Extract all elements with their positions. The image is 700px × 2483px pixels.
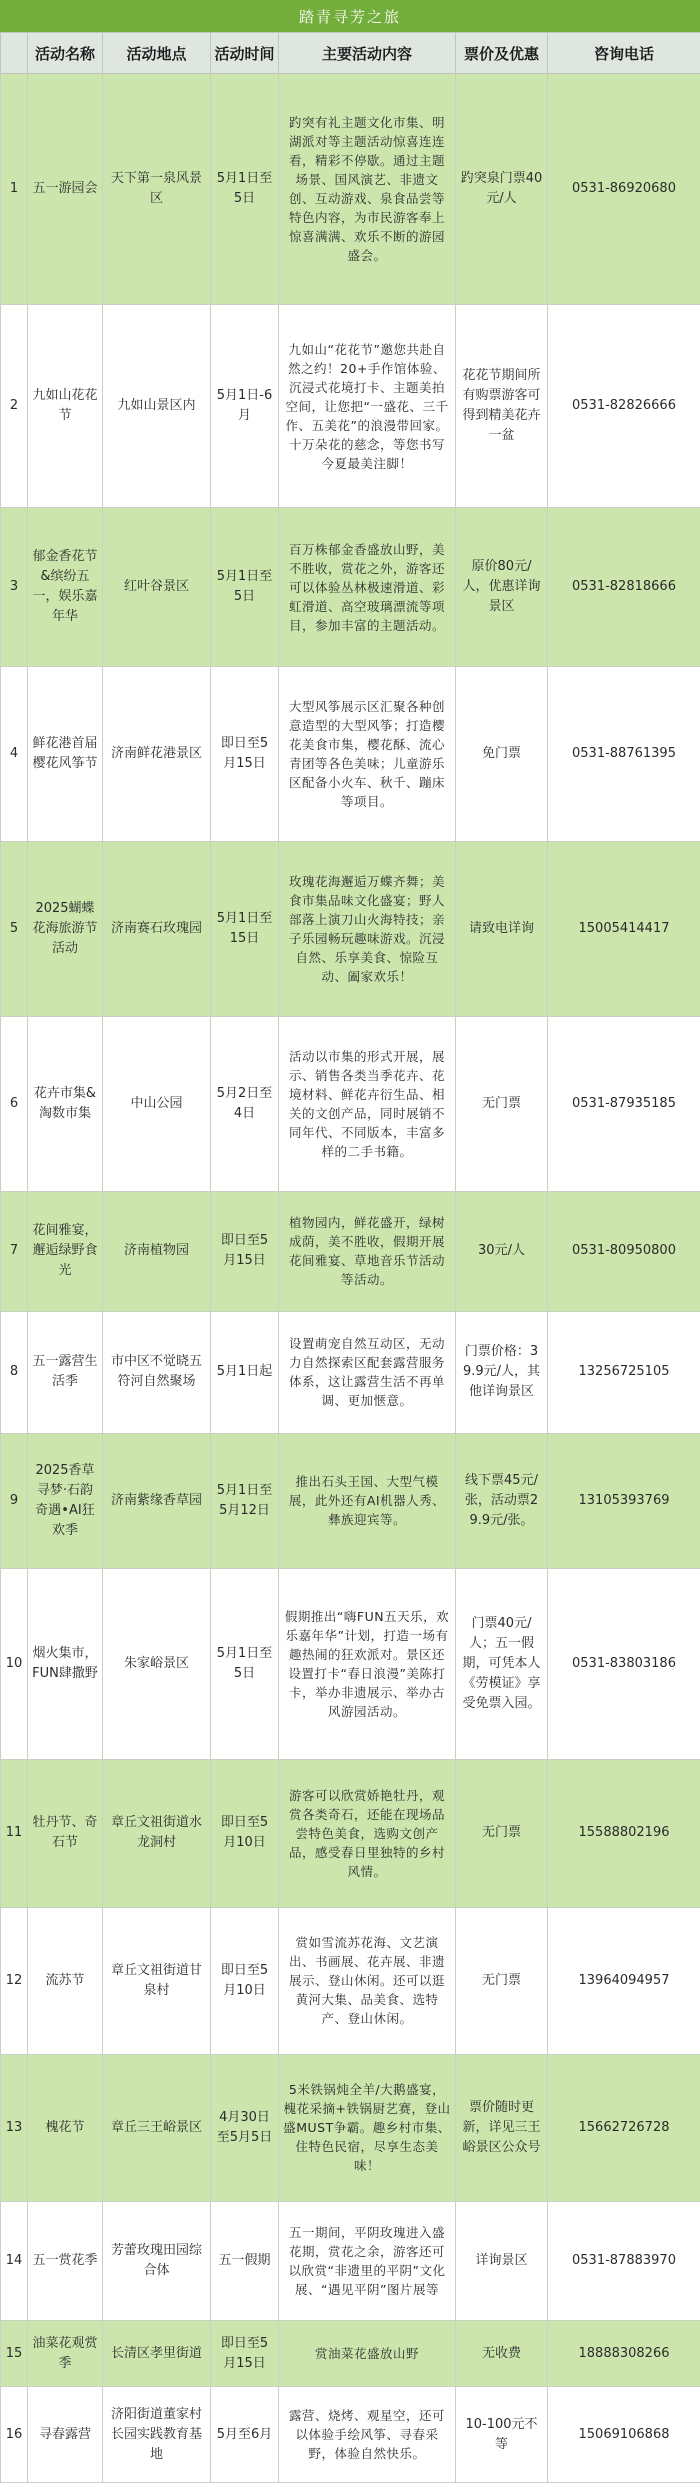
event-phone: 13105393769 [548,1433,700,1568]
event-name: 2025蝴蝶花海旅游节活动 [28,842,103,1017]
table-row [1,2201,700,2320]
event-time: 即日至5月15日 [211,2321,279,2387]
table-row [1,2321,700,2387]
event-phone: 15069106868 [548,2387,700,2483]
event-phone: 0531-86920680 [548,74,700,305]
row-index: 6 [1,1017,28,1192]
event-content: 游客可以欣赏娇艳牡丹，观赏各类奇石，还能在现场品尝特色美食，选购文创产品，感受春日里独特的乡村风情。 [279,1760,456,1907]
event-name: 槐花节 [28,2054,103,2201]
event-content: 玫瑰花海邂逅万蝶齐舞；美食市集品味文化盛宴；野人部落上演刀山火海特技；亲子乐园畅玩趣味游戏。沉浸自然、乐享美食、惊险互动、阖家欢乐！ [279,842,456,1017]
event-price: 无收费 [456,2321,548,2387]
event-price: 无门票 [456,1017,548,1192]
row-index: 9 [1,1433,28,1568]
event-location: 济南鲜花港景区 [103,667,211,842]
event-content: 设置萌宠自然互动区，无动力自然探索区配套露营服务体系，这让露营生活不再单调、更加惬意。 [279,1311,456,1433]
event-content: 推出石头王国、大型气模展，此外还有AI机器人秀、彝族迎宾等。 [279,1433,456,1568]
table-row [1,1017,700,1192]
table-row [1,305,700,508]
event-time: 五一假期 [211,2201,279,2320]
event-phone: 18888308266 [548,2321,700,2387]
event-location: 九如山景区内 [103,305,211,508]
row-index: 12 [1,1907,28,2054]
event-content: 假期推出“嗨FUN五天乐，欢乐嘉年华”计划，打造一场有趣热闹的狂欢派对。景区还设置打卡“春日浪漫”美陈打卡，举办非遗展示、举办古风游园活动。 [279,1569,456,1760]
event-time: 4月30日至5月5日 [211,2054,279,2201]
row-index: 2 [1,305,28,508]
row-index: 16 [1,2387,28,2483]
event-name: 2025香草寻梦·石韵奇遇•AI狂欢季 [28,1433,103,1568]
event-location: 济南紫缘香草园 [103,1433,211,1568]
event-name: 烟火集市，FUN肆撒野 [28,1569,103,1760]
event-name: 牡丹节、奇石节 [28,1760,103,1907]
header-price: 票价及优惠 [456,33,548,74]
event-phone: 0531-82826666 [548,305,700,508]
event-name: 花卉市集&淘数市集 [28,1017,103,1192]
event-table [0,32,700,2483]
header-row [1,33,700,74]
table-row [1,2054,700,2201]
row-index: 3 [1,508,28,667]
row-index: 14 [1,2201,28,2320]
event-name: 五一游园会 [28,74,103,305]
event-location: 芳蕾玫瑰田园综合体 [103,2201,211,2320]
event-phone: 0531-82818666 [548,508,700,667]
event-price: 线下票45元/张，活动票29.9元/张。 [456,1433,548,1568]
table-row [1,1569,700,1760]
table-row [1,1192,700,1311]
event-phone: 15588802196 [548,1760,700,1907]
event-name: 五一赏花季 [28,2201,103,2320]
event-price: 无门票 [456,1760,548,1907]
header-time: 活动时间 [211,33,279,74]
event-phone: 0531-88761395 [548,667,700,842]
event-time: 即日至5月10日 [211,1907,279,2054]
event-content: 活动以市集的形式开展，展示、销售各类当季花卉、花境材料、鲜花卉衍生品、相关的文创产品，同时展销不同年代、不同版本，丰富多样的二手书籍。 [279,1017,456,1192]
event-content: 九如山“花花节”邀您共赴自然之约！20+手作馆体验、沉浸式花境打卡、主题美拍空间，让您把“一盛花、三千作、五美花”的浪漫带回家。十万朵花的慈念，等您书写今夏最美注脚！ [279,305,456,508]
event-phone: 0531-87883970 [548,2201,700,2320]
table-row [1,74,700,305]
table-title: 踏青寻芳之旅 [0,0,700,32]
event-price: 请致电详询 [456,842,548,1017]
event-content: 赏如雪流苏花海、文艺演出、书画展、花卉展、非遗展示、登山休闲。还可以逛黄河大集、品美食、选特产、登山休闲。 [279,1907,456,2054]
row-index: 15 [1,2321,28,2387]
table-row [1,1907,700,2054]
event-location: 天下第一泉风景区 [103,74,211,305]
event-time: 5月1日至5日 [211,1569,279,1760]
event-time: 5月1日-6月 [211,305,279,508]
event-phone: 13964094957 [548,1907,700,2054]
event-location: 章丘文祖街道甘泉村 [103,1907,211,2054]
event-name: 郁金香花节&缤纷五一，娱乐嘉年华 [28,508,103,667]
event-price: 票价随时更新，详见三王峪景区公众号 [456,2054,548,2201]
row-index: 1 [1,74,28,305]
row-index: 13 [1,2054,28,2201]
event-price: 30元/人 [456,1192,548,1311]
event-time: 5月至6月 [211,2387,279,2483]
event-name: 九如山花花节 [28,305,103,508]
event-price: 门票价格：39.9元/人，其他详询景区 [456,1311,548,1433]
event-content: 大型风筝展示区汇聚各种创意造型的大型风筝；打造樱花美食市集，樱花酥、流心青团等各色美味；儿童游乐区配备小火车、秋千、蹦床等项目。 [279,667,456,842]
table-row [1,2387,700,2483]
table-row [1,667,700,842]
event-price: 无门票 [456,1907,548,2054]
table-row [1,508,700,667]
event-phone: 0531-87935185 [548,1017,700,1192]
event-time: 5月1日起 [211,1311,279,1433]
row-index: 5 [1,842,28,1017]
event-name: 寻春露营 [28,2387,103,2483]
event-location: 济南赛石玫瑰园 [103,842,211,1017]
event-price: 趵突泉门票40元/人 [456,74,548,305]
event-content: 百万株郁金香盛放山野，美不胜收，赏花之外，游客还可以体验丛林极速滑道、彩虹滑道、高空玻璃漂流等项目，参加丰富的主题活动。 [279,508,456,667]
row-index: 4 [1,667,28,842]
event-content: 露营、烧烤、观星空，还可以体验手绘风筝、寻春采野，体验自然快乐。 [279,2387,456,2483]
event-price: 门票40元/人；五一假期，可凭本人《劳模证》享受免票入园。 [456,1569,548,1760]
event-time: 5月1日至5日 [211,508,279,667]
header-content: 主要活动内容 [279,33,456,74]
event-content: 五一期间，平阴玫瑰进入盛花期，赏花之余，游客还可以欣赏“非遗里的平阴”文化展、“遇见平阴”图片展等 [279,2201,456,2320]
event-name: 五一露营生活季 [28,1311,103,1433]
event-name: 鲜花港首届樱花风筝节 [28,667,103,842]
event-content: 5米铁锅炖全羊/大鹅盛宴，槐花采摘+铁锅厨艺赛，登山盛MUST争霸。趣乡村市集、住特色民宿，尽享生态美味！ [279,2054,456,2201]
event-price: 原价80元/人，优惠详询景区 [456,508,548,667]
event-name: 花间雅宴，邂逅绿野食光 [28,1192,103,1311]
event-location: 章丘文祖街道水龙洞村 [103,1760,211,1907]
row-index: 8 [1,1311,28,1433]
row-index: 10 [1,1569,28,1760]
header-location: 活动地点 [103,33,211,74]
event-location: 红叶谷景区 [103,508,211,667]
event-name: 油菜花观赏季 [28,2321,103,2387]
event-phone: 15005414417 [548,842,700,1017]
event-location: 长清区孝里街道 [103,2321,211,2387]
event-time: 即日至5月15日 [211,1192,279,1311]
header-name: 活动名称 [28,33,103,74]
event-location: 章丘三王峪景区 [103,2054,211,2201]
event-location: 济阳街道董家村长园实践教育基地 [103,2387,211,2483]
event-location: 市中区不觉晓五符河自然聚场 [103,1311,211,1433]
event-phone: 13256725105 [548,1311,700,1433]
header-phone: 咨询电话 [548,33,700,74]
event-content: 趵突有礼主题文化市集、明湖派对等主题活动惊喜连连看，精彩不停歇。通过主题场景、国风演艺、非遗文创、互动游戏、泉食品尝等特色内容，为市民游客奉上惊喜满满、欢乐不断的游园盛会。 [279,74,456,305]
event-price: 免门票 [456,667,548,842]
event-phone: 15662726728 [548,2054,700,2201]
event-time: 5月2日至4日 [211,1017,279,1192]
row-index: 11 [1,1760,28,1907]
event-time: 即日至5月15日 [211,667,279,842]
event-price: 花花节期间所有购票游客可得到精美花卉一盆 [456,305,548,508]
table-row [1,842,700,1017]
event-price: 10-100元不等 [456,2387,548,2483]
row-index: 7 [1,1192,28,1311]
event-time: 5月1日至15日 [211,842,279,1017]
event-phone: 0531-80950800 [548,1192,700,1311]
event-price: 详询景区 [456,2201,548,2320]
table-row [1,1433,700,1568]
event-time: 5月1日至5日 [211,74,279,305]
event-time: 即日至5月10日 [211,1760,279,1907]
event-content: 植物园内，鲜花盛开，绿树成荫，美不胜收，假期开展花间雅宴、草地音乐节活动等活动。 [279,1192,456,1311]
event-content: 赏油菜花盛放山野 [279,2321,456,2387]
event-location: 朱家峪景区 [103,1569,211,1760]
event-location: 中山公园 [103,1017,211,1192]
header-index [1,33,28,74]
event-time: 5月1日至5月12日 [211,1433,279,1568]
event-phone: 0531-83803186 [548,1569,700,1760]
table-row [1,1311,700,1433]
event-location: 济南植物园 [103,1192,211,1311]
event-name: 流苏节 [28,1907,103,2054]
table-row [1,1760,700,1907]
